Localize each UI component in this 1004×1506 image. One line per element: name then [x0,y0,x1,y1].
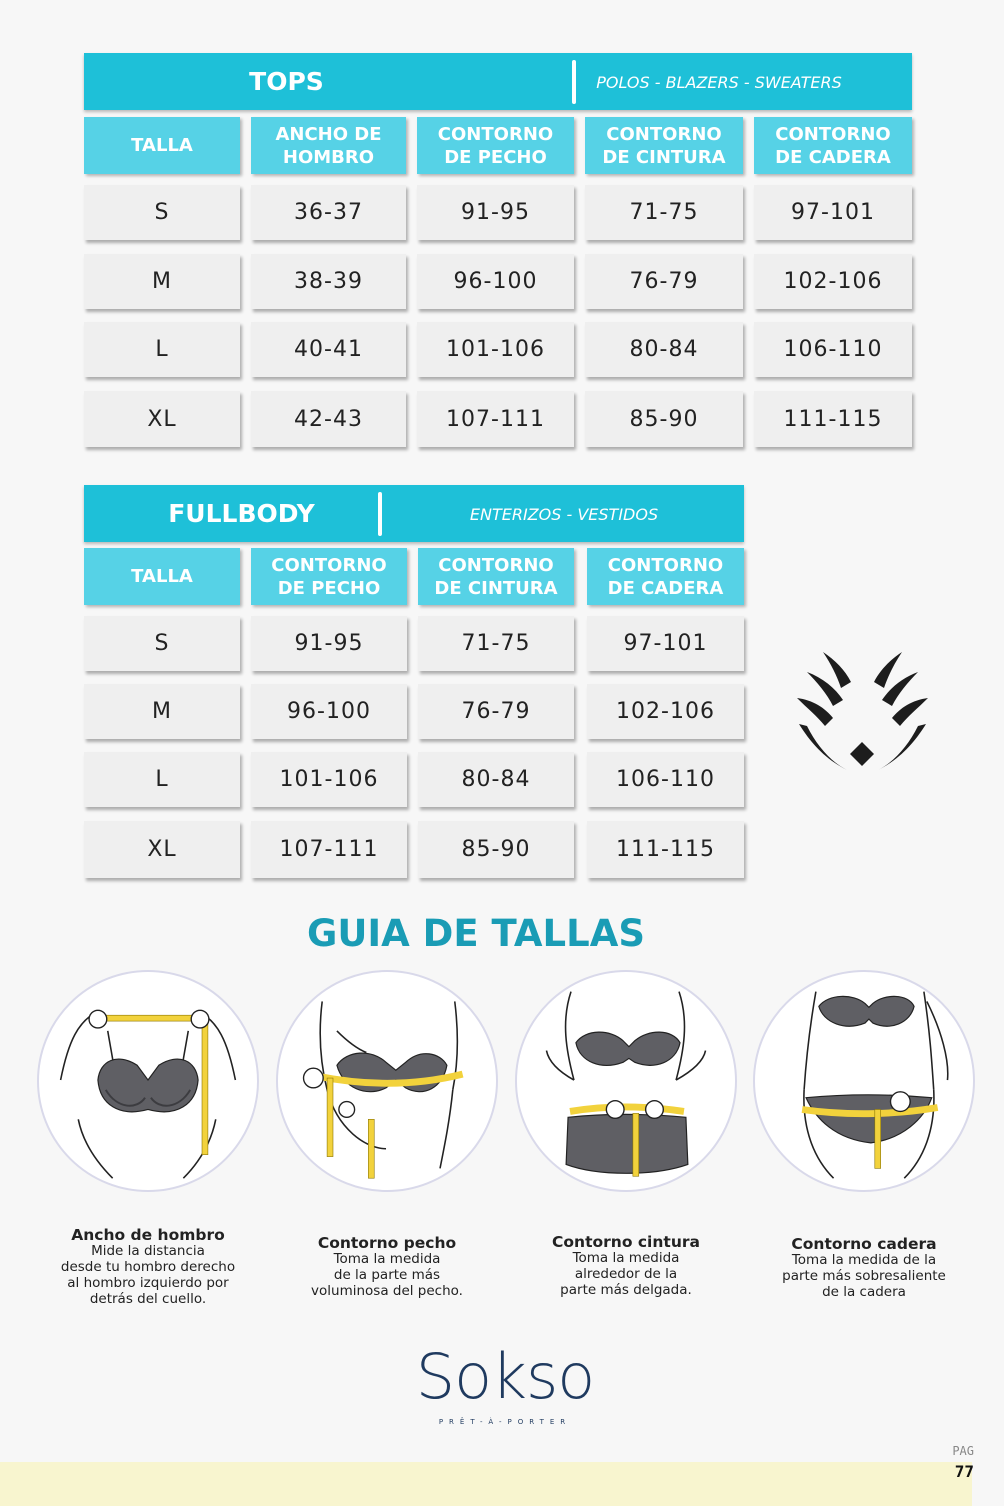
fullbody-col-header: TALLA [84,548,240,605]
caption-waist [511,1234,741,1298]
tops-cell: 85-90 [585,391,743,447]
tops-cell: S [84,185,240,240]
fullbody-cell: 91-95 [251,616,407,671]
shoulder-measure-icon [39,972,257,1190]
fullbody-cell: S [84,616,240,671]
page-label: PAG [952,1444,974,1458]
caption-shoulder-title: Ancho de hombro [71,1226,225,1244]
tops-col-header: CONTORNO DE CADERA [754,117,912,174]
tops-cell: 36-37 [251,185,406,240]
bust-illustration [276,970,498,1192]
fullbody-cell: 101-106 [251,752,407,807]
fullbody-cell: 71-75 [418,616,574,671]
caption-bust-title: Contorno pecho [317,1234,457,1252]
tops-col-header: CONTORNO DE PECHO [417,117,574,174]
caption-hip [749,1236,979,1300]
fullbody-divider [378,492,382,536]
tops-cell: M [84,254,240,309]
tops-cell: 106-110 [754,322,912,377]
fullbody-header-bar [84,485,744,542]
wings-logo-icon [795,650,930,775]
fullbody-subtitle: ENTERIZOS - VESTIDOS [469,505,659,524]
fullbody-cell: L [84,752,240,807]
footer-band [0,1462,972,1506]
brand-tagline: PRÊT-À-PORTER [438,1418,572,1426]
tops-cell: L [84,322,240,377]
tops-col-header: ANCHO DE HOMBRO [251,117,406,174]
caption-bust-body: Toma la medida de la parte más voluminosa del pecho. [311,1251,463,1299]
caption-hip-title: Contorno cadera [791,1235,937,1253]
hip-illustration [753,970,975,1192]
caption-shoulder-body: Mide la distancia desde tu hombro derecho al hombro izquierdo por detrás del cuello. [60,1243,236,1307]
fullbody-col-header: CONTORNO DE PECHO [251,548,407,605]
tops-cell: 111-115 [754,391,912,447]
fullbody-cell: 80-84 [418,752,574,807]
tops-cell: 91-95 [417,185,574,240]
tops-cell: XL [84,391,240,447]
fullbody-cell: 96-100 [251,684,407,739]
waist-measure-icon [517,972,735,1190]
tops-subtitle: POLOS - BLAZERS - SWEATERS [596,73,842,92]
tops-cell: 40-41 [251,322,406,377]
caption-hip-body: Toma la medida de la parte más sobresaliente de la cadera [782,1252,946,1300]
tops-col-header: CONTORNO DE CINTURA [585,117,743,174]
fullbody-cell: 97-101 [587,616,744,671]
tops-cell: 97-101 [754,185,912,240]
fullbody-title: FULLBODY [168,499,315,528]
bust-measure-icon [278,972,496,1190]
caption-waist-title: Contorno cintura [552,1233,700,1251]
caption-waist-body: Toma la medida alrededor de la parte más delgada. [560,1250,692,1298]
fullbody-cell: 85-90 [418,821,574,878]
waist-illustration [515,970,737,1192]
fullbody-cell: 76-79 [418,684,574,739]
tops-cell: 102-106 [754,254,912,309]
tops-cell: 96-100 [417,254,574,309]
tops-cell: 101-106 [417,322,574,377]
fullbody-cell: 107-111 [251,821,407,878]
brand-logo: Sokso [415,1340,595,1413]
hip-measure-icon [755,972,973,1190]
tops-cell: 107-111 [417,391,574,447]
fullbody-cell: 102-106 [587,684,744,739]
fullbody-col-header: CONTORNO DE CADERA [587,548,744,605]
shoulder-illustration [37,970,259,1192]
fullbody-col-header: CONTORNO DE CINTURA [418,548,574,605]
tops-cell: 42-43 [251,391,406,447]
tops-cell: 38-39 [251,254,406,309]
tops-header-bar [84,53,912,110]
tops-cell: 71-75 [585,185,743,240]
fullbody-cell: 111-115 [587,821,744,878]
fullbody-cell: XL [84,821,240,878]
tops-cell: 76-79 [585,254,743,309]
caption-shoulder [33,1227,263,1307]
fullbody-cell: 106-110 [587,752,744,807]
page-number: 77 [954,1462,974,1481]
tops-col-header: TALLA [84,117,240,174]
fullbody-cell: M [84,684,240,739]
caption-bust [272,1235,502,1299]
tops-cell: 80-84 [585,322,743,377]
guide-title: GUIA DE TALLAS [306,912,645,955]
tops-title: TOPS [249,67,324,96]
